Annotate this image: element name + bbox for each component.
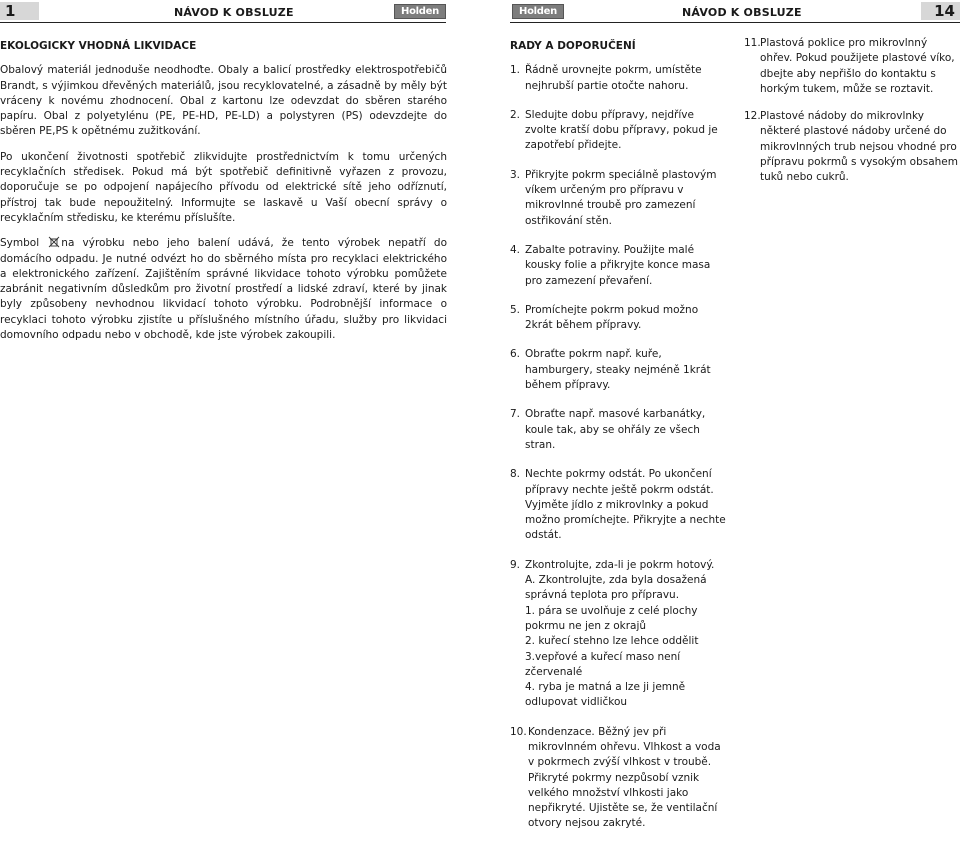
header-title: NÁVOD K OBSLUZE (682, 6, 802, 19)
list-item (510, 243, 726, 289)
list-item (510, 168, 726, 229)
list-item (510, 347, 726, 393)
item-text: Zabalte potraviny. Použijte malé kousky folie a přikryjte konce masa pro zamezení převaření. (525, 243, 711, 287)
item-number: 5. (510, 303, 521, 316)
item-line: A. Zkontrolujte, zda byla dosažená správná teplota pro přípravu. (525, 574, 707, 602)
list-item (510, 467, 726, 543)
list-item (510, 558, 726, 711)
brand-logo: Holden (512, 4, 564, 19)
item-text: Řádně urovnejte pokrm, umístěte nejhrubší partie otočte nahoru. (525, 64, 702, 92)
item-text: Nechte pokrmy odstát. Po ukončení přípravy nechte ještě pokrm odstát. Vyjměte jídlo z mikrovlnky a pokud možno promíchejte. Přikryjte a nechte odstát. (525, 468, 726, 542)
item-number: 3. (510, 168, 521, 181)
tips-section (510, 39, 726, 846)
item-text (525, 558, 726, 711)
header-left (0, 0, 446, 23)
list-item (510, 63, 726, 94)
item-line: 3.vepřové a kuřecí maso není zčervenalé (525, 650, 681, 678)
list-item (744, 109, 958, 185)
item-number: 7. (510, 408, 521, 421)
item-text: Obraťte pokrm např. kuře, hamburgery, steaky nejméně 1krát během přípravy. (525, 348, 711, 392)
list-item (510, 725, 726, 832)
item-line: Zkontrolujte, zda-li je pokrm hotový. (525, 558, 715, 571)
item-number: 9. (510, 558, 521, 571)
tips-continued-section (744, 36, 958, 198)
item-number: 10. (510, 725, 527, 738)
item-line: 1. pára se uvolňuje z celé plochy pokrmu ne jen z okrajů (525, 604, 698, 632)
item-number: 2. (510, 108, 521, 121)
item-text: Sledujte dobu přípravy, nejdříve zvolte kratší dobu přípravy, pokud je zapotřebí přidejte. (525, 108, 718, 152)
disposal-section (0, 39, 447, 353)
item-text: Přikryjte pokrm speciálně plastovým víkem určeným pro přípravu v mikrovlnné troubě pro zamezení ostřikování stěn. (525, 168, 717, 227)
item-number: 12. (744, 110, 761, 123)
list-item (510, 108, 726, 154)
page-number: 1 (0, 2, 39, 20)
item-line: 4. ryba je matná a lze ji jemně odlupovat vidličkou (525, 681, 686, 709)
packaging-paragraph: Obalový materiál jednoduše neodhoďte. Obaly a balicí prostředky elektrospotřebičů Brandt, s výjimkou dřevěných materiálů, jsou recyklovatelné, a zásadně by měly být vráceny k novému zhodnocení. Obal z kartonu lze odevzdat do sběren starého papíru. Obal z polyetylénu (PE, PE-HD, PE-LD) a polystyren (PS) odevzdejte do sběren PE,PS k opětnému zužitkování. (0, 64, 447, 138)
weee-paragraph (0, 236, 447, 343)
header-title: NÁVOD K OBSLUZE (174, 6, 294, 19)
item-number: 11. (744, 37, 761, 49)
crossed-bin-icon (48, 236, 60, 248)
item-text: Plastové nádoby do mikrovlnky některé plastové nádoby určené do mikrovlnných trub nejsou vhodné pro přípravu pokrmů s vysokým obsahem tuků nebo cukrů. (760, 110, 958, 184)
item-number: 8. (510, 468, 521, 481)
section-heading: RADY A DOPORUČENÍ (510, 40, 636, 52)
page-number: 14 (921, 2, 960, 20)
item-number: 1. (510, 64, 521, 77)
item-line: 2. kuřecí stehno lze lehce oddělit (525, 635, 699, 648)
end-of-life-paragraph: Po ukončení životnosti spotřebič zlikvidujte prostřednictvím k tomu určených recyklačních středisek. Pokud má být spotřebič definitivně vyřazen z provozu, doporučuje se po odpojení napájecího přívodu od elektrické sítě jeho odříznutí, přístroj tak bude nepoužitelný. Informujte se laskavě u Vaší obecní správy o recyklačním středisku, ke kterému příslušíte. (0, 150, 447, 224)
item-text: Plastová poklice pro mikrovlnný ohřev. Pokud použijete plastové víko, dbejte aby nepřišlo do kontaktu s horkým tukem, může se roztavit. (760, 37, 955, 95)
brand-logo: Holden (394, 4, 446, 19)
item-number: 6. (510, 348, 521, 361)
header-right (510, 0, 960, 23)
weee-text-start: Symbol (0, 237, 40, 250)
list-item (510, 303, 726, 334)
list-item (744, 36, 958, 97)
list-item (510, 407, 726, 453)
item-text: Obraťte např. masové karbanátky, koule tak, aby se ohřály ze všech stran. (525, 408, 706, 451)
item-number: 4. (510, 243, 521, 256)
item-text: Kondenzace. Běžný jev při mikrovlnném ohřevu. Vlhkost a voda v pokrmech zvýší vlhkost v troubě. Přikryté pokrmy nezpůsobí vznik velkého množství vlhkosti jako nepřikryté. Ujistěte se, že ventilační otvory nejsou zakryté. (528, 725, 721, 830)
item-text: Promíchejte pokrm pokud možno 2krát během přípravy. (525, 303, 699, 332)
section-heading: EKOLOGICKY VHODNÁ LIKVIDACE (0, 40, 197, 52)
weee-text-rest: na výrobku nebo jeho balení udává, že tento výrobek nepatří do domácího odpadu. Je nutné odvézt ho do sběrného místa pro recyklaci elektrického a elektronického zařízení. Zajištěním správné likvidace tohoto výrobku pomůžete zabránit negativním důsledkům pro životní prostředí a lidské zdraví, které by jinak byly způsobeny nevhodnou likvidací tohoto výrobku. Podrobnější informace o recyklaci tohoto výrobku zjistíte u příslušného místního úřadu, služby pro likvidaci domovního odpadu nebo v obchodě, kde jste výrobek zakoupili. (0, 237, 447, 342)
